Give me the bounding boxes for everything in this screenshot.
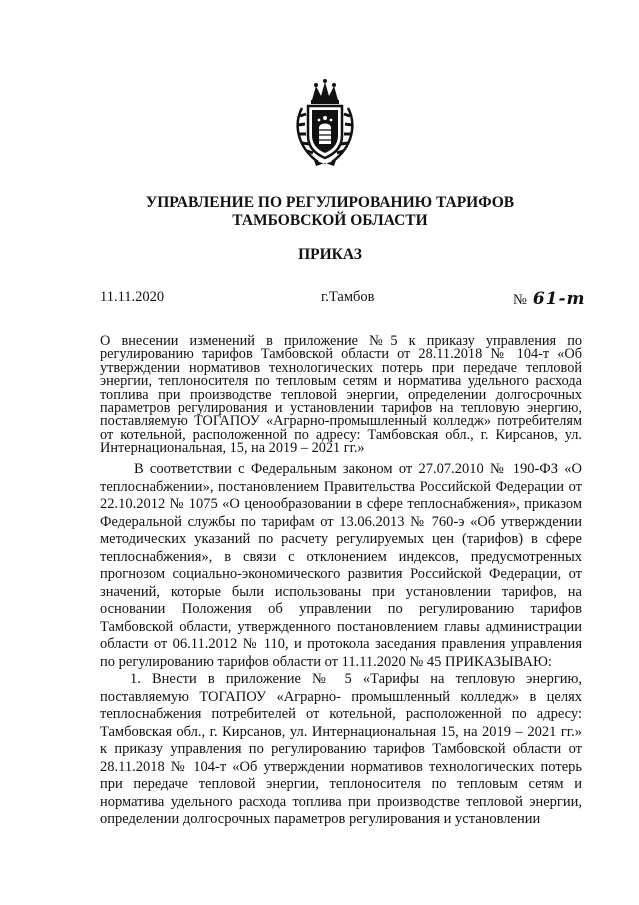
organization-name-line1: УПРАВЛЕНИЕ ПО РЕГУЛИРОВАНИЮ ТАРИФОВ bbox=[145, 194, 515, 211]
organization-name bbox=[80, 194, 580, 230]
coat-of-arms-icon bbox=[290, 78, 360, 168]
document-type-title: ПРИКАЗ bbox=[298, 246, 362, 263]
document-date: 11.11.2020 bbox=[100, 289, 165, 305]
document-body bbox=[100, 461, 582, 829]
organization-name-line2: ТАМБОВСКОЙ ОБЛАСТИ bbox=[232, 212, 428, 229]
document-number bbox=[513, 289, 586, 309]
document-number-label: № bbox=[513, 292, 527, 308]
body-paragraph-preamble: В соответствии с Федеральным законом от 27.07.2010 № 190-ФЗ «О теплоснабжении», постановлением Правительства Российской Федерации от 22.10.2012 № 1075 «О ценообразовании в сфере теплоснабжения», приказом Федеральной службы по тарифам от 13.06.2013 № 760-э «Об утверждении методических указаний по расчету регулируемых цен (тарифов) в сфере теплоснабжения», в связи с отклонением индексов, предусмотренных прогнозом социально-экономического развития Российской Федерации, от значений, которые были использованы при установлении тарифов, на основании Положения об управлении по регулированию тарифов Тамбовской области, утвержденного постановлением главы администрации области от 06.11.2012 № 110, и протокола заседания правления управления по регулированию тарифов области от 11.11.2020 № 45 ПРИКАЗЫВАЮ: bbox=[100, 461, 582, 670]
document-city: г.Тамбов bbox=[321, 289, 375, 305]
document-subject: О внесении изменений в приложение №5 к приказу управления по регулированию тарифов Тамбовской области от 28.11.2018 № 104-т «Об утверждении нормативов технологических потерь при передаче тепловой энергии, теплоносителя по тепловым сетям и норматива удельного расхода топлива при производстве тепловой энергии, определении долгосрочных параметров регулирования и установлении тарифов на тепловую энергию, поставляемую ТОГАПОУ «Аграрно-промышленный колледж» потребителям от котельной, расположенной по адресу: Тамбовская обл., г. Кирсанов, ул. Интернациональная, 15, на 2019 – 2021 гг.» bbox=[100, 333, 582, 457]
body-paragraph-point-1: 1. Внести в приложение № 5 «Тарифы на тепловую энергию, поставляемую ТОГАПОУ «Аграрно- промышленный колледж» в целях теплоснабжения потребителей от котельной, расположенной по адресу: Тамбовская обл., г. Кирсанов, ул. Интернациональная 15, на 2019 – 2021 гг.» к приказу управления по регулированию тарифов Тамбовской области от 28.11.2018 № 104-т «Об утверждении нормативов технологических потерь при передаче тепловой энергии, теплоносителя по тепловым сетям и норматива удельного расхода топлива при производстве тепловой энергии, определении долгосрочных параметров регулирования и установлении bbox=[100, 671, 582, 827]
document-number-handwritten: 61-т bbox=[532, 289, 586, 309]
